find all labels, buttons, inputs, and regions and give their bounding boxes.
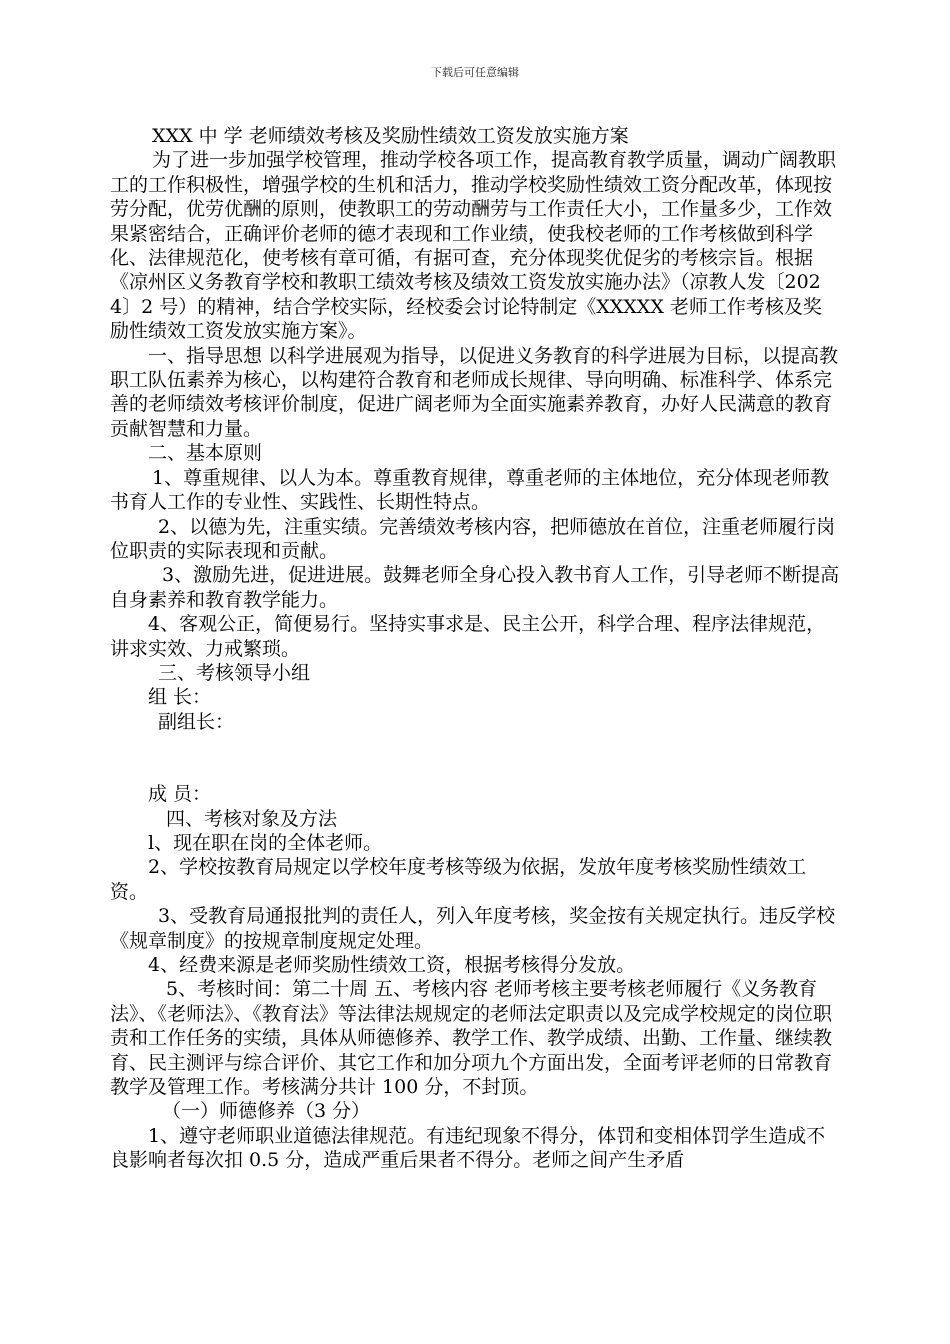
section-ethics-heading: （一）师德修养（3 分） <box>162 1100 371 1123</box>
vice-leader-label: 副组长： <box>158 710 235 733</box>
section-assessment-heading: 四、考核对象及方法 <box>166 807 338 830</box>
assessment-item-2: 2、学校按教育局规定以学校年度考核等级为依据，发放年度考核奖励性绩效工资。 <box>110 856 807 903</box>
assessment-item-1: l、现在职在岗的全体老师。 <box>148 831 383 854</box>
blank-spacer <box>110 734 840 782</box>
principle-1: 1、尊重规律、以人为本。尊重教育规律，尊重老师的主体地位，充分体现老师教书育人工作的专业性、实践性、长期性特点。 <box>110 466 830 514</box>
section-leadership-heading: 三、考核领导小组 <box>158 661 311 684</box>
document-body <box>110 124 840 1173</box>
assessment-item-4: 4、经费来源是老师奖励性绩效工资，根据考核得分发放。 <box>148 954 636 976</box>
document-title: XXX 中 学 老师绩效考核及奖励性绩效工资发放实施方案 <box>152 125 629 147</box>
principle-4: 4、客观公正，简便易行。坚持实事求是、民主公开，科学合理、程序法律规范，讲求实效、力戒繁琐。 <box>110 613 826 660</box>
section-basic-principles-heading: 二、基本原则 <box>148 442 263 465</box>
section-guiding-ideology: 一、指导思想 以科学进展观为指导，以促进义务教育的科学进展为目标，以提高教职工队伍素养为核心，以构建符合教育和老师成长规律、导向明确、标准科学、体系完善的老师绩效考核评价制度，促进广阔老师为全面实施素养教育，办好人民满意的教育贡献智慧和力量。 <box>110 344 839 440</box>
assessment-item-3: 3、受教育局通报批判的责任人，列入年度考核，奖金按有关规定执行。违反学校《规章制度》的按规章制度规定处理。 <box>110 905 836 952</box>
intro-paragraph: 为了进一步加强学校管理，推动学校各项工作，提高教育教学质量，调动广阔教职工的工作积极性，增强学校的生机和活力，推动学校奖励性绩效工资分配改革，体现按劳分配，优劳优酬的原则，使教职工的劳动酬劳与工作责任大小，工作量多少，工作效果紧密结合，正确评价老师的德才表现和工作业绩，使我校老师的工作考核做到科学化、法律规范化，使考核有章可循，有据可查，充分体现奖优促劣的考核宗旨。根据《凉州区义务教育学校和教职工绩效考核及绩效工资发放实施办法》（凉教人发〔2024〕2 号）的精神，结合学校实际，经校委会讨论特制定《XXXXX 老师工作考核及奖励性绩效工资发放实施方案》。 <box>110 149 837 343</box>
ethics-item-1: 1、遵守老师职业道德法律规范。有违纪现象不得分，体罚和变相体罚学生造成不良影响者每次扣 0.5 分，造成严重后果者不得分。老师之间产生矛盾 <box>110 1124 826 1172</box>
leader-label: 组 长： <box>148 686 212 709</box>
principle-3: 3、激励先进，促进进展。鼓舞老师全身心投入教书育人工作，引导老师不断提高自身素养和教育教学能力。 <box>110 564 840 611</box>
principle-2: 2、以德为先，注重实绩。完善绩效考核内容，把师德放在首位，注重老师履行岗位职责的实际表现和贡献。 <box>110 515 836 562</box>
assessment-item-5: 5、考核时间：第二十周 五、考核内容 老师考核主要考核老师履行《义务教育法》、《老师法》、《教育法》等法律法规规定的老师法定职责以及完成学校规定的岗位职责和工作任务的实绩，具体从师德修养、教学工作、教学成绩、出勤、工作量、继续教育、民主测评与综合评价、其它工作和加分项九个方面出发，全面考评老师的日常教育教学及管理工作。考核满分共计 100 分，不封顶。 <box>110 978 833 1099</box>
header-note: 下载后可任意编辑 <box>431 66 519 79</box>
members-label: 成 员： <box>148 783 212 806</box>
